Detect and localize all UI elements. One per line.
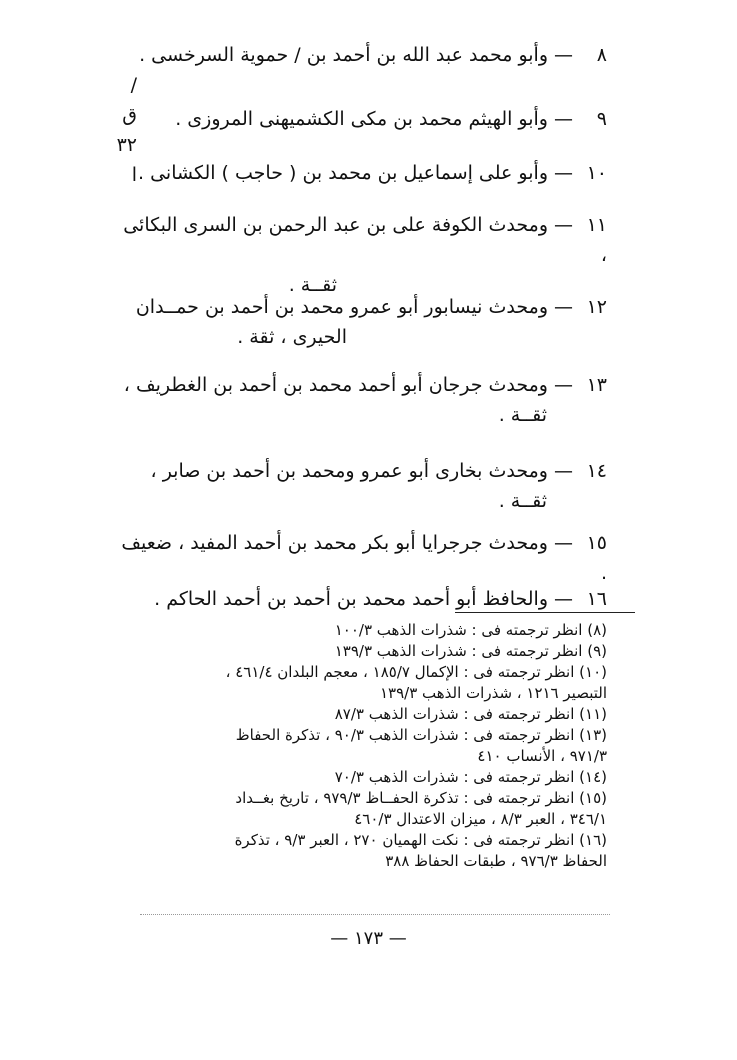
entry-number: ١٤ <box>586 460 607 482</box>
footnote-line: (٩) انظر ترجمته فى : شذرات الذهب ١٣٩/٣ <box>334 642 607 660</box>
entry-text: وأبو محمد عبد الله بن أحمد بن / حموية السرخسى . <box>139 44 548 66</box>
entry-dash: — <box>554 108 573 130</box>
entry-12 <box>120 292 607 352</box>
entry-text: وأبو الهيثم محمد بن مكى الكشميهنى المروزى . <box>175 108 548 130</box>
entry-text: ومحدث جرجان أبو أحمد محمد بن أحمد بن الغطريف ، <box>123 374 548 396</box>
entry-continuation: / ق ٣٢ ا <box>116 74 137 186</box>
entry-number: ١٥ <box>586 532 607 554</box>
entry-number: ١٦ <box>586 588 607 610</box>
footnote-line: (١٥) انظر ترجمته فى : تذكرة الحفــاظ ٩٧٩/٣ ، تاريخ بغــداد <box>235 789 607 807</box>
entry-text: ومحدث نيسابور أبو عمرو محمد بن أحمد بن حمــدان <box>135 296 548 318</box>
footnotes <box>133 620 607 872</box>
entry-dash: — <box>554 460 573 482</box>
entry-dash: — <box>554 44 573 66</box>
entry-16 <box>120 584 607 614</box>
entry-continuation: ثقــة . <box>498 490 547 512</box>
entry-dash: — <box>554 296 573 318</box>
entry-continuation: الحيرى ، ثقة . <box>237 326 347 348</box>
footnote-line: (٨) انظر ترجمته فى : شذرات الذهب ١٠٠/٣ <box>334 621 607 639</box>
footnote-line: (١١) انظر ترجمته فى : شذرات الذهب ٨٧/٣ <box>334 705 607 723</box>
entry-dash: — <box>554 588 573 610</box>
entry-text: والحافظ أبو أحمد محمد بن أحمد بن أحمد الحاكم . <box>154 588 548 610</box>
entry-text: ومحدث جرجرايا أبو بكر محمد بن أحمد المفيد ، ضعيف . <box>121 532 607 584</box>
entry-text: ومحدث الكوفة على بن عبد الرحمن بن السرى البكائى ، <box>123 214 607 266</box>
footnote-line: التبصير ١٢١٦ ، شذرات الذهب ١٣٩/٣ <box>379 684 607 702</box>
entry-number: ١١ <box>586 214 607 236</box>
entry-9 <box>120 104 607 134</box>
entry-10 <box>120 158 607 188</box>
entry-number: ٨ <box>596 44 607 66</box>
entry-number: ١٠ <box>586 162 607 184</box>
footnote-line: (١٤) انظر ترجمته فى : شذرات الذهب ٧٠/٣ <box>334 768 607 786</box>
entry-number: ١٣ <box>586 374 607 396</box>
entry-dash: — <box>554 162 573 184</box>
page-number: — ١٧٣ — <box>330 928 407 949</box>
footnote-line: الحفاظ ٩٧٦/٣ ، طبقات الحفاظ ٣٨٨ <box>385 852 607 870</box>
entry-11 <box>120 210 607 300</box>
entry-number: ٩ <box>596 108 607 130</box>
entry-text: وأبو على إسماعيل بن محمد بن ( حاجب ) الكشانى . <box>138 162 548 184</box>
entry-continuation: ثقــة . <box>288 274 337 296</box>
footer-divider <box>140 914 610 915</box>
entry-dash: — <box>554 374 573 396</box>
footnote-line: (١٣) انظر ترجمته فى : شذرات الذهب ٩٠/٣ ، تذكرة الحفاظ <box>235 726 607 744</box>
entry-dash: — <box>554 532 573 554</box>
entry-13 <box>120 370 607 430</box>
entry-number: ١٢ <box>586 296 607 318</box>
footnote-line: ٩٧١/٣ ، الأنساب ٤١٠ <box>477 747 607 765</box>
entry-text: ومحدث بخارى أبو عمرو ومحمد بن أحمد بن صابر ، <box>150 460 548 482</box>
footnote-line: ٣٤٦/١ ، العبر ٨/٣ ، ميزان الاعتدال ٤٦٠/٣ <box>354 810 607 828</box>
entry-dash: — <box>554 214 573 236</box>
footnote-separator <box>455 612 635 613</box>
footnote-line: (١٠) انظر ترجمته فى : الإكمال ١٨٥/٧ ، معجم البلدان ٤٦١/٤ ، <box>225 663 607 681</box>
footnote-line: (١٦) انظر ترجمته فى : نكت الهميان ٢٧٠ ، العبر ٩/٣ ، تذكرة <box>234 831 607 849</box>
entry-15 <box>120 528 607 588</box>
entry-14 <box>120 456 607 516</box>
entry-continuation: ثقــة . <box>498 404 547 426</box>
